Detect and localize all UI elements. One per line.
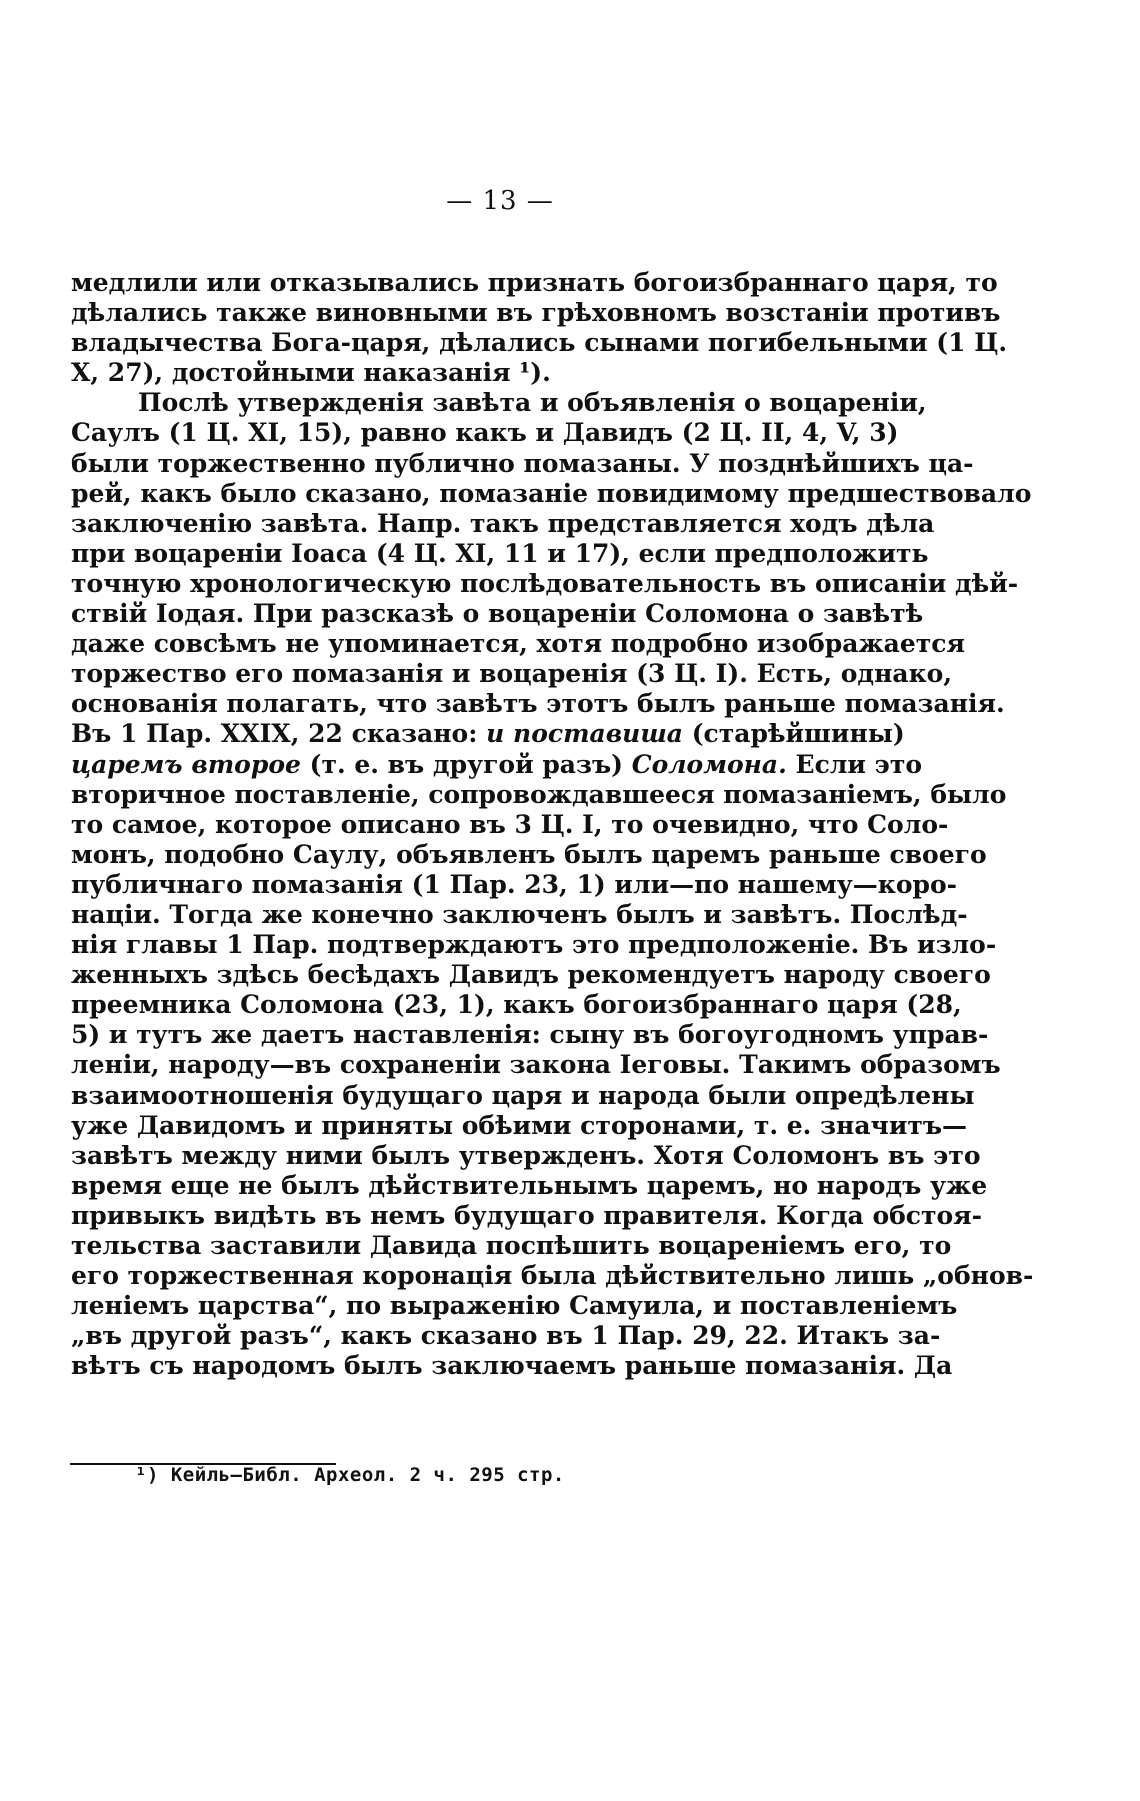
text-line: преемника Соломона (23, 1), какъ богоизбраннаго царя (28, (71, 990, 962, 1020)
text-segment: (старѣйшины) (691, 719, 905, 749)
text-line: леніемъ царства“, по выраженію Самуила, и поставленіемъ (71, 1291, 958, 1321)
text-line: вѣтъ съ народомъ былъ заключаемъ раньше помазанія. Да (71, 1351, 953, 1381)
text-line: владычества Бога-царя, дѣлались сынами погибельными (1 Ц. (71, 328, 1008, 358)
text-segment: (т. е. въ другой разъ) (309, 749, 623, 779)
text-line: Саулъ (1 Ц. XI, 15), равно какъ и Давидъ (2 Ц. II, 4, V, 3) (71, 418, 899, 448)
text-line-with-quote (71, 719, 905, 749)
text-line: даже совсѣмъ не упоминается, хотя подробно изображается (71, 629, 965, 659)
text-line: дѣлались также виновными въ грѣховномъ возстаніи противъ (71, 298, 1001, 328)
text-line: основанія полагать, что завѣтъ этотъ былъ раньше помазанія. (71, 689, 1005, 719)
text-line: нія главы 1 Пар. подтверждаютъ это предположеніе. Въ изло- (71, 930, 997, 960)
paragraph-start-line: Послѣ утвержденія завѣта и объявленія о воцареніи, (138, 388, 927, 418)
text-line: то самое, которое описано въ 3 Ц. I, то очевидно, что Соло- (71, 809, 949, 839)
text-line: „въ другой разъ“, какъ сказано въ 1 Пар. 29, 22. Итакъ за- (71, 1321, 941, 1351)
quote-segment: и поставиша (486, 719, 683, 749)
text-line: рей, какъ было сказано, помазаніе повидимому предшествовало (71, 478, 1032, 508)
text-line: взаимоотношенія будущаго царя и народа были опредѣлены (71, 1080, 975, 1110)
text-line: націи. Тогда же конечно заключенъ былъ и завѣтъ. Послѣд- (71, 899, 968, 929)
footnote-marker: ¹) (135, 1464, 159, 1486)
text-segment: Если это (795, 749, 923, 779)
body-text (71, 268, 1034, 1381)
text-line: были торжественно публично помазаны. У позднѣйшихъ ца- (71, 448, 974, 478)
text-line: его торжественная коронація была дѣйствительно лишь „обнов- (71, 1261, 1034, 1291)
text-line: медлили или отказывались признать богоизбраннаго царя, то (71, 268, 998, 297)
text-line: леніи, народу—въ сохраненіи закона Іеговы. Такимъ образомъ (71, 1050, 1001, 1080)
quote-segment: Соломона. (631, 749, 787, 779)
text-line: точную хронологическую послѣдовательность въ описаніи дѣй- (71, 568, 1019, 598)
text-line: торжество его помазанія и воцаренія (3 Ц. I). Есть, однако, (71, 659, 953, 689)
text-line: 5) и тутъ же даетъ наставленія: сыну въ богоугодномъ управ- (71, 1020, 989, 1050)
text-line: привыкъ видѣть въ немъ будущаго правителя. Когда обстоя- (71, 1200, 983, 1230)
text-line: заключенію завѣта. Напр. такъ представляется ходъ дѣла (71, 508, 935, 538)
text-line: публичнаго помазанія (1 Пар. 23, 1) или—по нашему—коро- (71, 869, 958, 899)
text-line: завѣтъ между ними былъ утвержденъ. Хотя Соломонъ въ это (71, 1140, 981, 1170)
footnote-text: Кейль—Библ. Археол. 2 ч. 295 стр. (170, 1464, 565, 1486)
text-line: тельства заставили Давида поспѣшить воцареніемъ его, то (71, 1231, 952, 1260)
text-line: женныхъ здѣсь бесѣдахъ Давидъ рекомендуетъ народу своего (71, 960, 991, 990)
quote-segment: царемъ второе (71, 749, 301, 779)
footnote (135, 1464, 565, 1486)
text-line: монъ, подобно Саулу, объявленъ былъ царемъ раньше своего (71, 839, 987, 869)
text-line: при воцареніи Іоаса (4 Ц. XI, 11 и 17), если предположить (71, 538, 929, 568)
text-line: уже Давидомъ и приняты обѣими сторонами, т. е. значитъ— (71, 1110, 968, 1140)
text-line: время еще не былъ дѣйствительнымъ царемъ, но народъ уже (71, 1170, 988, 1200)
text-segment: Въ 1 Пар. XXIX, 22 сказано: (71, 719, 478, 749)
page-number: — 13 — (446, 186, 554, 216)
text-line-with-quote (71, 749, 923, 780)
text-line: X, 27), достойными наказанія ¹). (71, 358, 551, 388)
text-line: ствій Іодая. При разсказѣ о воцареніи Соломона о завѣтѣ (71, 599, 924, 629)
text-line: вторичное поставленіе, сопровождавшееся помазаніемъ, было (71, 779, 1007, 809)
